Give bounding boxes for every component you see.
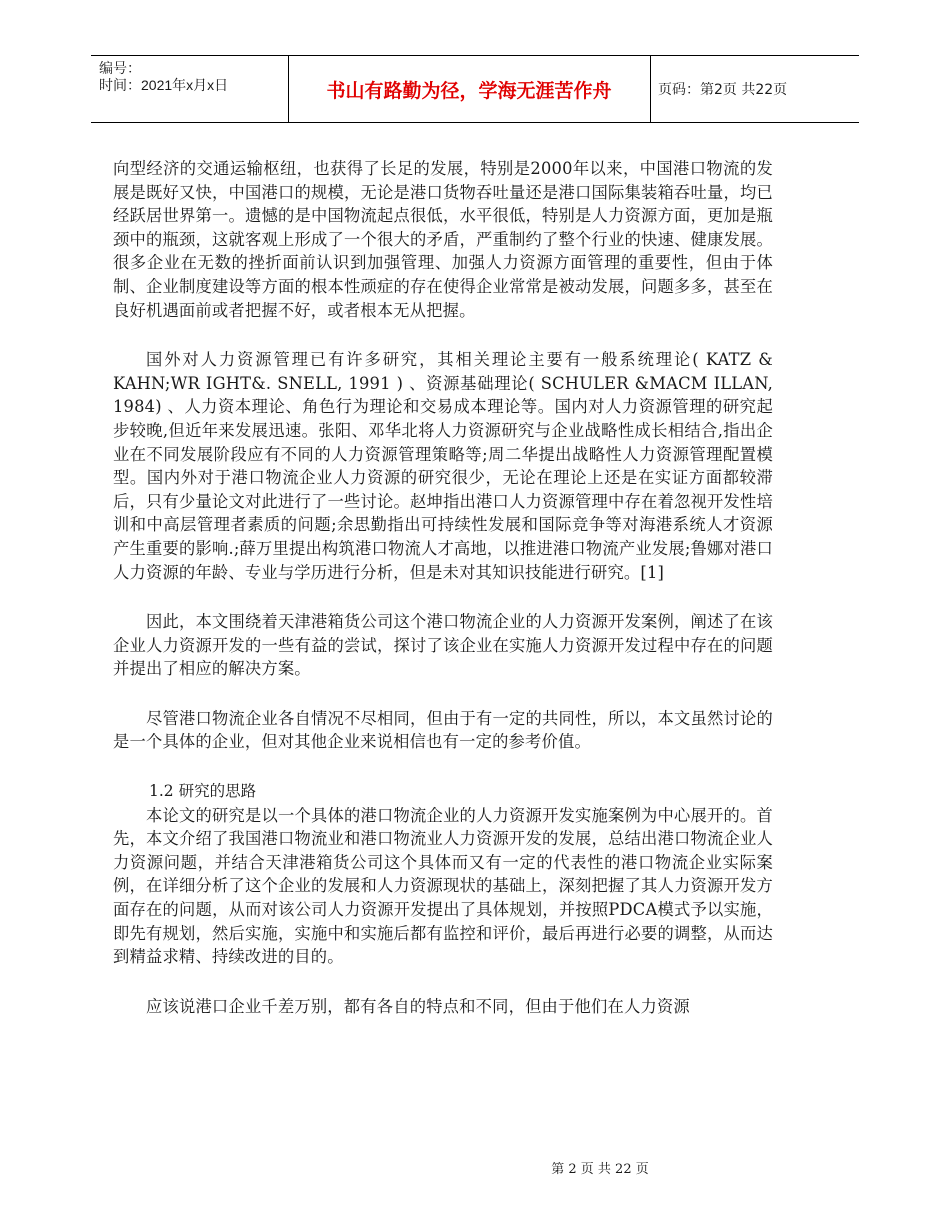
- document-number-label: 编号：: [99, 60, 141, 76]
- page-header: [91, 55, 859, 123]
- body-paragraph: 国外对人力资源管理已有许多研究，其相关理论主要有一般系统理论( KATZ & KAHN;WR IGHT&. SNELL, 1991 ) 、资源基础理论( SCHULER &MACM ILLAN, 1984) 、人力资本理论、角色行为理论和交易成本理论等。国内对人力资源管理的研究起步较晚,但近年来发展迅速。张阳、邓华北将人力资源研究与企业战略性成长相结合,指出企业在不同发展阶段应有不同的人力资源管理策略等;周二华提出战略性人力资源管理配置模型。国内外对于港口物流企业人力资源的研究很少，无论在理论上还是在实证方面都较滞后，只有少量论文对此进行了一些讨论。赵坤指出港口人力资源管理中存在着忽视开发性培训和中高层管理者素质的问题;余思勤指出可持续性发展和国际竞争等对海港系统人才资源产生重要的影响.;薛万里提出构筑港口物流人才高地，以推进港口物流产业发展;鲁娜对港口人力资源的年龄、专业与学历进行分析，但是未对其知识技能进行研究。[1]: [113, 350, 773, 582]
- document-body: [113, 157, 773, 1018]
- header-meta: [99, 60, 289, 94]
- document-time-label: 时间：2021年x月x日: [99, 77, 229, 93]
- body-paragraph: 尽管港口物流企业各自情况不尽相同，但由于有一定的共同性，所以，本文虽然讨论的是一个具体的企业，但对其他企业来说相信也有一定的参考价值。: [113, 708, 773, 752]
- page-footer: 第 2 页 共 22 页: [551, 1162, 649, 1177]
- body-paragraph: 应该说港口企业千差万别，都有各自的特点和不同，但由于他们在人力资源: [146, 996, 690, 1016]
- section-heading: 1.2 研究的思路: [149, 782, 257, 801]
- body-paragraph: 因此，本文围绕着天津港箱货公司这个港口物流企业的人力资源开发案例，阐述了在该企业人力资源开发的一些有益的尝试，探讨了该企业在实施人力资源开发过程中存在的问题并提出了相应的解决方案。: [113, 612, 773, 679]
- body-paragraph: 本论文的研究是以一个具体的港口物流企业的人力资源开发实施案例为中心展开的。首先，本文介绍了我国港口物流业和港口物流业人力资源开发的发展，总结出港口物流企业人力资源问题，并结合天津港箱货公司这个具体而又有一定的代表性的港口物流企业实际案例，在详细分析了这个企业的发展和人力资源现状的基础上，深刻把握了其人力资源开发方面存在的问题，从而对该公司人力资源开发提出了具体规划，并按照PDCA模式予以实施，即先有规划，然后实施，实施中和实施后都有监控和评价，最后再进行必要的调整，从而达到精益求精、持续改进的目的。: [113, 805, 773, 967]
- header-page-info: 页码：第2页 共22页: [658, 82, 788, 98]
- body-paragraph: 向型经济的交通运输枢纽，也获得了长足的发展，特别是2000年以来，中国港口物流的发展是既好又快，中国港口的规模，无论是港口货物吞吐量还是港口国际集装箱吞吐量，均已经跃居世界第一。遗憾的是中国物流起点很低，水平很低，特别是人力资源方面，更加是瓶颈中的瓶颈，这就客观上形成了一个很大的矛盾，严重制约了整个行业的快速、健康发展。很多企业在无数的挫折面前认识到加强管理、加强人力资源方面管理的重要性，但由于体制、企业制度建设等方面的根本性顽症的存在使得企业常常是被动发展，问题多多，甚至在良好机遇面前或者把握不好，或者根本无从把握。: [113, 159, 773, 320]
- header-divider-right: [650, 56, 651, 122]
- header-motto: 书山有路勤为径，学海无涯苦作舟: [326, 79, 612, 102]
